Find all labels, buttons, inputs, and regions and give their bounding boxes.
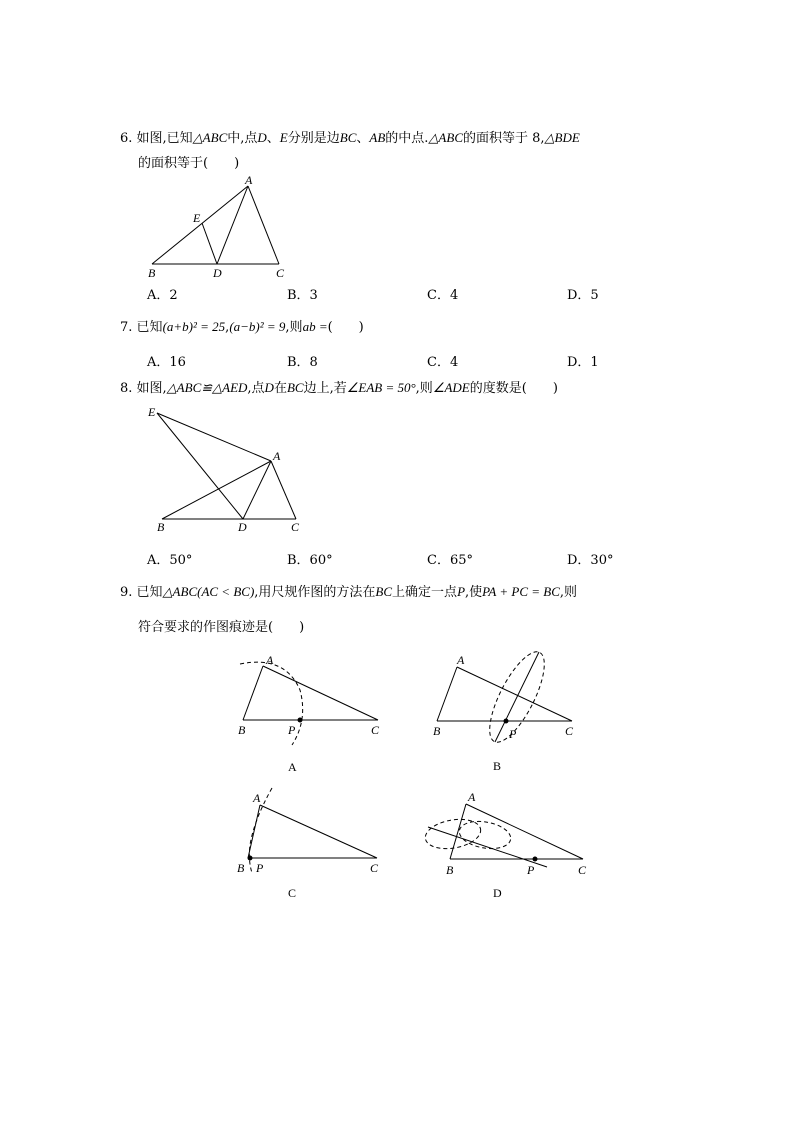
q6-triangle-abc: △ABC (192, 130, 228, 145)
q6-side-ab: AB (369, 130, 386, 145)
q8-seg-ea (157, 413, 271, 461)
q9a-label-b: B (238, 723, 246, 737)
q9-text: 上确定一点 (392, 585, 458, 600)
q6-option-c: C．4 (427, 288, 459, 303)
q9d-label-p: P (527, 863, 535, 877)
q8-label-d: D (238, 520, 247, 534)
q8-text: 如图, (136, 381, 167, 396)
q8-text: ,则 (415, 381, 433, 396)
q9-text: 已知 (136, 585, 163, 600)
q9-figure-b (425, 650, 595, 780)
q6-point-d: D (257, 130, 267, 145)
q9c-point-p (248, 856, 253, 861)
q6-text: 、 (266, 131, 280, 146)
q8-text: 的度数是( ) (469, 381, 558, 396)
q8-line (120, 377, 558, 396)
q9-caption-d: D (493, 886, 502, 900)
q7-text: ,则 (285, 320, 303, 335)
q7-option-a: A．16 (147, 355, 186, 370)
q6-label-d: D (213, 266, 222, 280)
q6-text: 的中点. (385, 131, 429, 146)
q8-seg-ad (243, 461, 271, 519)
q7-number: 7. (120, 320, 133, 335)
q9-expr3: P (457, 584, 466, 599)
q6-label-a: A (245, 173, 253, 187)
q7-text: ( ) (327, 320, 364, 335)
q9b-point-p (504, 719, 509, 724)
q6-seg-ed (202, 223, 217, 264)
q8-expr5: ∠ADE (432, 380, 470, 395)
q8-text: 在 (273, 381, 287, 396)
q6-option-d: D．5 (567, 288, 599, 303)
q9d-label-c: C (578, 863, 587, 877)
q9d-label-a: A (468, 790, 476, 804)
q8-expr4: ∠EAB = 50° (346, 380, 416, 395)
q6-triangle-bde: △BDE (544, 130, 580, 145)
q9b-label-p: P (509, 727, 517, 741)
q9-expr1: △ABC(AC < BC) (162, 584, 255, 599)
q9b-label-a: A (457, 653, 465, 667)
q9a-label-c: C (371, 723, 380, 737)
q8-text: 边上,若 (303, 381, 347, 396)
q8-seg-ab (162, 461, 271, 519)
q8-expr2: D (264, 380, 274, 395)
q6-line1 (120, 127, 580, 146)
q9-text: ,则 (559, 585, 578, 600)
q6-text: 中,点 (227, 131, 258, 146)
q9b-label-b: B (433, 724, 441, 738)
q7-option-b: B．8 (287, 355, 318, 370)
q8-figure (140, 400, 320, 540)
q9-caption-c: C (288, 886, 297, 900)
q8-label-e: E (148, 405, 156, 419)
q9b-label-c: C (565, 724, 574, 738)
q6-seg-ad (217, 186, 248, 264)
q9d-point-p (533, 857, 538, 862)
q9-figure-a (230, 650, 390, 780)
q8-option-b: B．60° (287, 553, 333, 568)
q7-expr3: ab = (302, 319, 328, 334)
q6-line2: 的面积等于( ) (138, 156, 240, 171)
q6-option-b: B．3 (287, 288, 318, 303)
q9c-label-c: C (370, 861, 379, 875)
q9c-label-p: P (256, 861, 264, 875)
q8-expr3: BC (286, 380, 304, 395)
q9-expr2: BC (375, 584, 393, 599)
q6-point-e: E (279, 130, 288, 145)
q9d-label-b: B (446, 863, 454, 877)
q9a-label-p: P (288, 723, 296, 737)
q6-figure (140, 172, 300, 284)
q9a-label-a: A (266, 653, 274, 667)
q8-number: 8. (120, 381, 133, 396)
q8-option-a: A．50° (147, 553, 193, 568)
q7-sep: , (225, 320, 230, 335)
q7-line (120, 316, 364, 335)
q7-expr2: (a−b)² = 9 (229, 319, 286, 334)
q6-number: 6. (120, 131, 133, 146)
q7-expr1: (a+b)² = 25 (162, 319, 226, 334)
q9-figure-d (420, 785, 595, 905)
q8-seg-ac (271, 461, 296, 519)
q8-seg-ed (157, 413, 243, 519)
q9c-label-b: B (237, 861, 245, 875)
q6-seg-ba (152, 186, 248, 264)
q9-caption-b: B (493, 759, 502, 773)
q8-option-c: C．65° (427, 553, 473, 568)
q6-text: 分别是边 (287, 131, 340, 146)
q6-label-b: B (148, 266, 156, 280)
q9-line1 (120, 581, 577, 600)
q6-side-bc: BC (339, 130, 357, 145)
q9-figure-c (230, 785, 390, 905)
q6-label-c: C (276, 266, 285, 280)
q8-expr1: △ABC≌△AED (166, 380, 248, 395)
q8-option-d: D．30° (567, 553, 614, 568)
q6-text: 如图,已知 (136, 131, 193, 146)
q6-label-e: E (193, 211, 201, 225)
q7-option-c: C．4 (427, 355, 459, 370)
q9-caption-a: A (288, 760, 297, 774)
q9-expr4: PA + PC = BC (482, 584, 560, 599)
q8-label-a: A (273, 449, 281, 463)
q9a-point-p (298, 718, 303, 723)
q6-text: 的面积等于 8, (463, 131, 545, 146)
q6-text: 、 (356, 131, 370, 146)
q8-text: ,点 (247, 381, 265, 396)
q9-text: ,用尺规作图的方法在 (254, 585, 376, 600)
q6-seg-ac (248, 186, 279, 264)
q9c-label-a: A (253, 791, 261, 805)
q8-label-b: B (157, 520, 165, 534)
q9-line2: 符合要求的作图痕迹是( ) (138, 620, 305, 635)
q6-triangle-abc: △ABC (428, 130, 463, 145)
q9-number: 9. (120, 585, 133, 600)
q9-text: ,使 (465, 585, 483, 600)
q6-option-a: A．2 (147, 288, 178, 303)
q7-text: 已知 (136, 320, 163, 335)
q7-option-d: D．1 (567, 355, 599, 370)
q8-label-c: C (291, 520, 300, 534)
